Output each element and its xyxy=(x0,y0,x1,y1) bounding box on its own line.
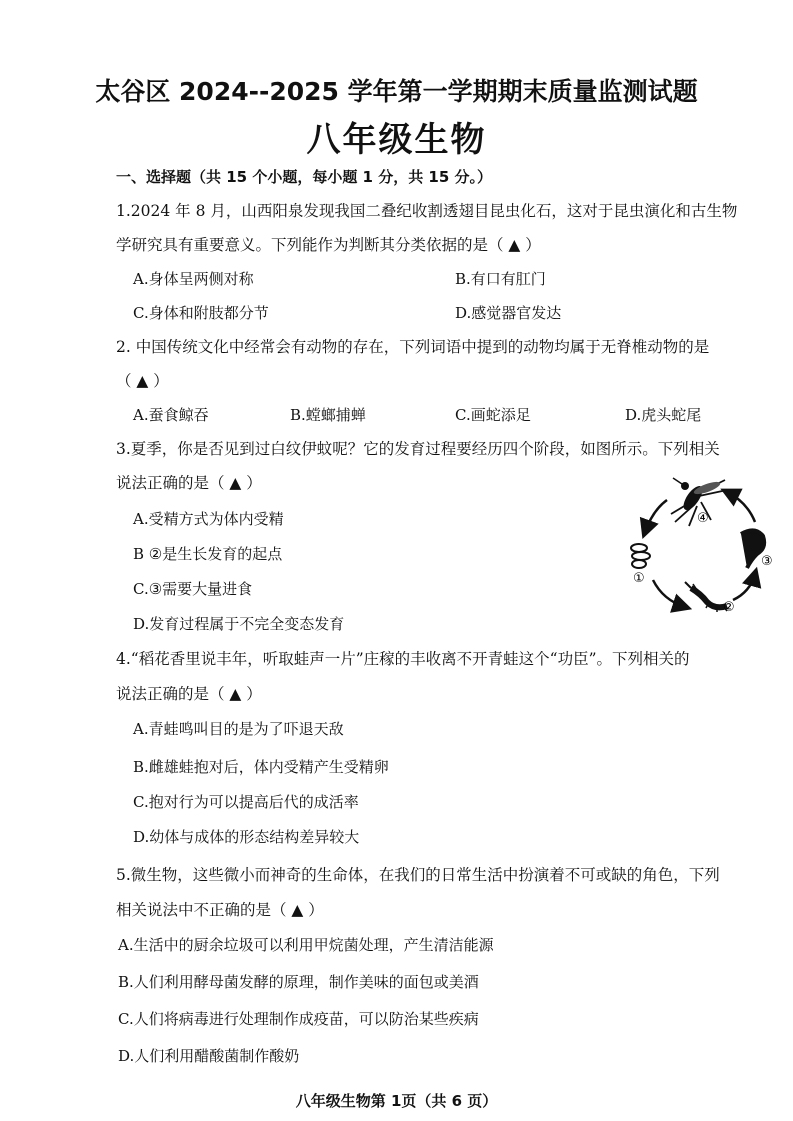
mosquito-lifecycle-diagram xyxy=(615,470,785,620)
q5-stem-line2: 相关说法中不正确的是（ ▲ ） xyxy=(116,901,324,919)
arrow-egg-to-larva xyxy=(653,580,685,607)
q4-option-a: A.青蛙鸣叫目的是为了吓退天敌 xyxy=(133,720,344,738)
q2-stem-line2: （ ▲ ） xyxy=(116,372,169,390)
q1-stem-line1: 1.2024 年 8 月，山西阳泉发现我国二叠纪收割透翅目昆虫化石，这对于昆虫演化和古生物 xyxy=(116,202,738,220)
arrow-pupa-to-adult xyxy=(727,492,755,522)
q3-option-d: D.发育过程属于不完全变态发育 xyxy=(133,615,345,633)
q2-option-d: D.虎头蛇尾 xyxy=(625,406,702,424)
q3-option-a: A.受精方式为体内受精 xyxy=(133,510,284,528)
q4-stem-line1: 4.“稻花香里说丰年，听取蛙声一片”庄稼的丰收离不开青蛙这个“功臣”。下列相关的 xyxy=(116,650,690,668)
stage-label-2: ② xyxy=(723,600,735,615)
q1-option-d: D.感觉器官发达 xyxy=(455,304,562,322)
q4-stem-line2: 说法正确的是（ ▲ ） xyxy=(116,685,262,703)
stage-label-4: ④ xyxy=(697,511,709,526)
q5-stem-line1: 5.微生物，这些微小而神奇的生命体，在我们的日常生活中扮演着不可或缺的角色，下列 xyxy=(116,866,720,884)
q4-option-d: D.幼体与成体的形态结构差异较大 xyxy=(133,828,360,846)
section-heading: 一、选择题（共 15 个小题，每小题 1 分，共 15 分。） xyxy=(116,168,493,186)
stage-label-3: ③ xyxy=(761,554,773,569)
q3-stem-line2: 说法正确的是（ ▲ ） xyxy=(116,474,262,492)
q1-option-a: A.身体呈两侧对称 xyxy=(133,270,254,288)
q2-stem-line1: 2. 中国传统文化中经常会有动物的存在，下列词语中提到的动物均属于无脊椎动物的是 xyxy=(116,338,710,356)
q1-stem-line2: 学研究具有重要意义。下列能作为判断其分类依据的是（ ▲ ） xyxy=(116,236,541,254)
q3-option-b: B ②是生长发育的起点 xyxy=(133,545,283,563)
q1-option-c: C.身体和附肢都分节 xyxy=(133,304,269,322)
q5-option-a: A.生活中的厨余垃圾可以利用甲烷菌处理，产生清洁能源 xyxy=(118,936,494,954)
q5-option-b: B.人们利用酵母菌发酵的原理，制作美味的面包或美酒 xyxy=(118,973,479,991)
arrow-larva-to-pupa xyxy=(733,574,755,600)
q5-option-c: C.人们将病毒进行处理制作成疫苗，可以防治某些疾病 xyxy=(118,1010,479,1028)
q3-option-c: C.③需要大量进食 xyxy=(133,580,253,598)
q2-option-c: C.画蛇添足 xyxy=(455,406,531,424)
stage-label-1: ① xyxy=(633,571,645,586)
subject-title: 八年级生物 xyxy=(306,120,487,160)
q1-option-b: B.有口有肛门 xyxy=(455,270,546,288)
page-footer: 八年级生物第 1页（共 6 页） xyxy=(295,1092,498,1110)
larva-icon xyxy=(685,582,727,612)
q3-stem-line1: 3.夏季，你是否见到过白纹伊蚊呢？它的发育过程要经历四个阶段，如图所示。下列相关 xyxy=(116,440,720,458)
q2-option-b: B.螳螂捕蝉 xyxy=(290,406,366,424)
q4-option-c: C.抱对行为可以提高后代的成活率 xyxy=(133,793,359,811)
q5-option-d: D.人们利用醋酸菌制作酸奶 xyxy=(118,1047,300,1065)
q2-option-a: A.蚕食鲸吞 xyxy=(133,406,209,424)
exam-title: 太谷区 2024--2025 学年第一学期期末质量监测试题 xyxy=(95,77,698,106)
egg-raft-icon xyxy=(631,544,650,568)
arrow-adult-to-egg xyxy=(645,500,667,532)
q4-option-b: B.雌雄蛙抱对后，体内受精产生受精卵 xyxy=(133,758,389,776)
